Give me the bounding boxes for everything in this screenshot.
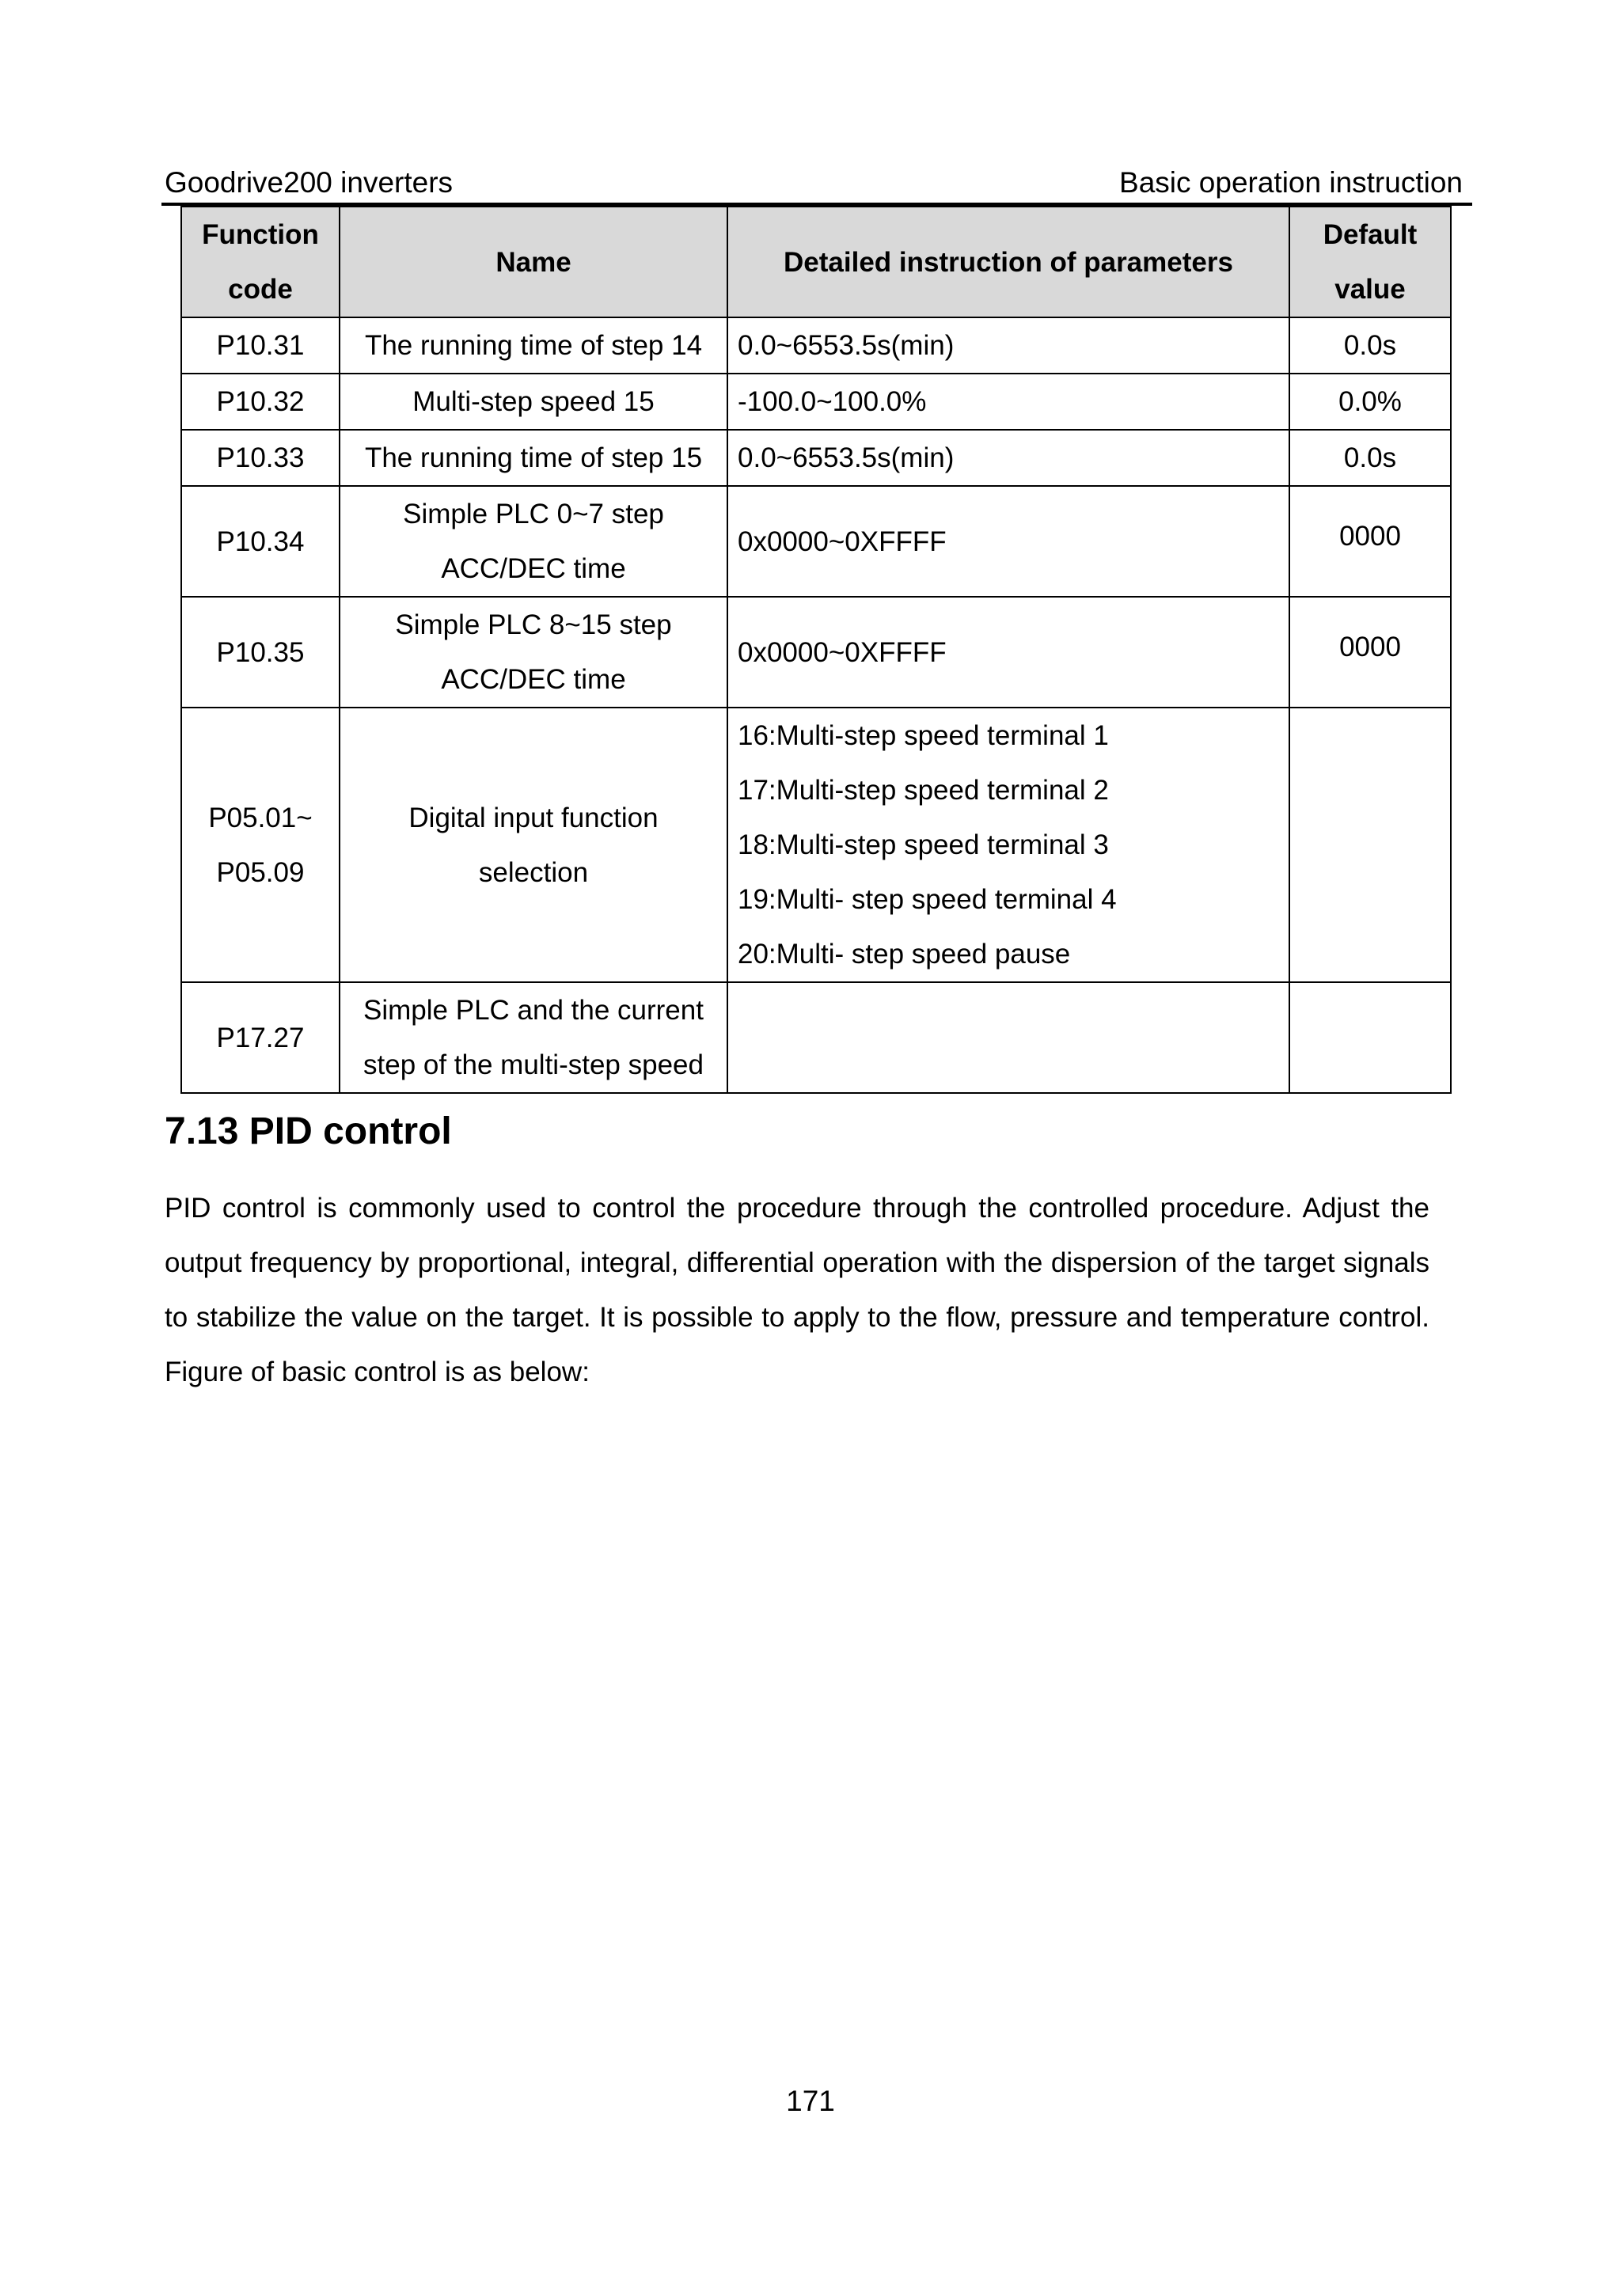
table-row xyxy=(181,982,1451,1093)
page-number: 171 xyxy=(786,2085,835,2117)
cell-code: P10.32 xyxy=(181,374,340,430)
cell-name: Digital input function selection xyxy=(340,708,727,982)
header-document-title: Goodrive200 inverters xyxy=(165,166,454,199)
cell-code: P10.35 xyxy=(181,597,340,708)
page-header xyxy=(165,165,1463,204)
detail-line: 16:Multi-step speed terminal 1 xyxy=(738,720,1109,751)
table-row xyxy=(181,430,1451,486)
cell-name: Simple PLC and the current step of the multi-step speed xyxy=(340,982,727,1093)
parameter-table xyxy=(180,206,1452,1094)
table-row xyxy=(181,374,1451,430)
cell-default: 0.0% xyxy=(1289,374,1451,430)
detail-line: 18:Multi-step speed terminal 3 xyxy=(738,829,1109,860)
detail-line: 17:Multi-step speed terminal 2 xyxy=(738,775,1109,806)
cell-default xyxy=(1289,708,1451,982)
cell-code: P10.33 xyxy=(181,430,340,486)
cell-code: P10.31 xyxy=(181,317,340,374)
table-row xyxy=(181,708,1451,982)
table-header-row xyxy=(181,207,1451,317)
cell-detail: 0x0000~0XFFFF xyxy=(727,486,1289,597)
cell-detail: 0.0~6553.5s(min) xyxy=(727,430,1289,486)
cell-default: 0.0s xyxy=(1289,430,1451,486)
detail-line: 20:Multi- step speed pause xyxy=(738,939,1071,970)
column-header-detail: Detailed instruction of parameters xyxy=(727,207,1289,317)
column-header-function-code: Function code xyxy=(181,207,340,317)
column-header-name: Name xyxy=(340,207,727,317)
detail-line: 19:Multi- step speed terminal 4 xyxy=(738,884,1117,915)
cell-name: Simple PLC 0~7 step ACC/DEC time xyxy=(340,486,727,597)
cell-code: P17.27 xyxy=(181,982,340,1093)
cell-default: 0000 xyxy=(1289,486,1451,597)
cell-default xyxy=(1289,982,1451,1093)
cell-name: Multi-step speed 15 xyxy=(340,374,727,430)
cell-code: P05.01~ P05.09 xyxy=(181,708,340,982)
cell-default: 0000 xyxy=(1289,597,1451,708)
cell-name: The running time of step 14 xyxy=(340,317,727,374)
table-row xyxy=(181,317,1451,374)
cell-default: 0.0s xyxy=(1289,317,1451,374)
table-row xyxy=(181,486,1451,597)
table-row xyxy=(181,597,1451,708)
cell-detail: -100.0~100.0% xyxy=(727,374,1289,430)
cell-name: Simple PLC 8~15 step ACC/DEC time xyxy=(340,597,727,708)
cell-detail xyxy=(727,708,1289,982)
header-chapter-title: Basic operation instruction xyxy=(1119,166,1463,199)
cell-code: P10.34 xyxy=(181,486,340,597)
cell-detail xyxy=(727,982,1289,1093)
section-paragraph: PID control is commonly used to control the procedure through the controlled procedure. Adjust the output frequency by proportional, integral, differential operation with the dispersion of the target signals to stabilize the value on the target. It is possible to apply to the flow, pressure and temperature control. Figure of basic control is as below: xyxy=(165,1193,1429,1387)
cell-name: The running time of step 15 xyxy=(340,430,727,486)
cell-detail: 0.0~6553.5s(min) xyxy=(727,317,1289,374)
section-heading: 7.13 PID control xyxy=(165,1110,452,1152)
cell-detail: 0x0000~0XFFFF xyxy=(727,597,1289,708)
column-header-default: Default value xyxy=(1289,207,1451,317)
